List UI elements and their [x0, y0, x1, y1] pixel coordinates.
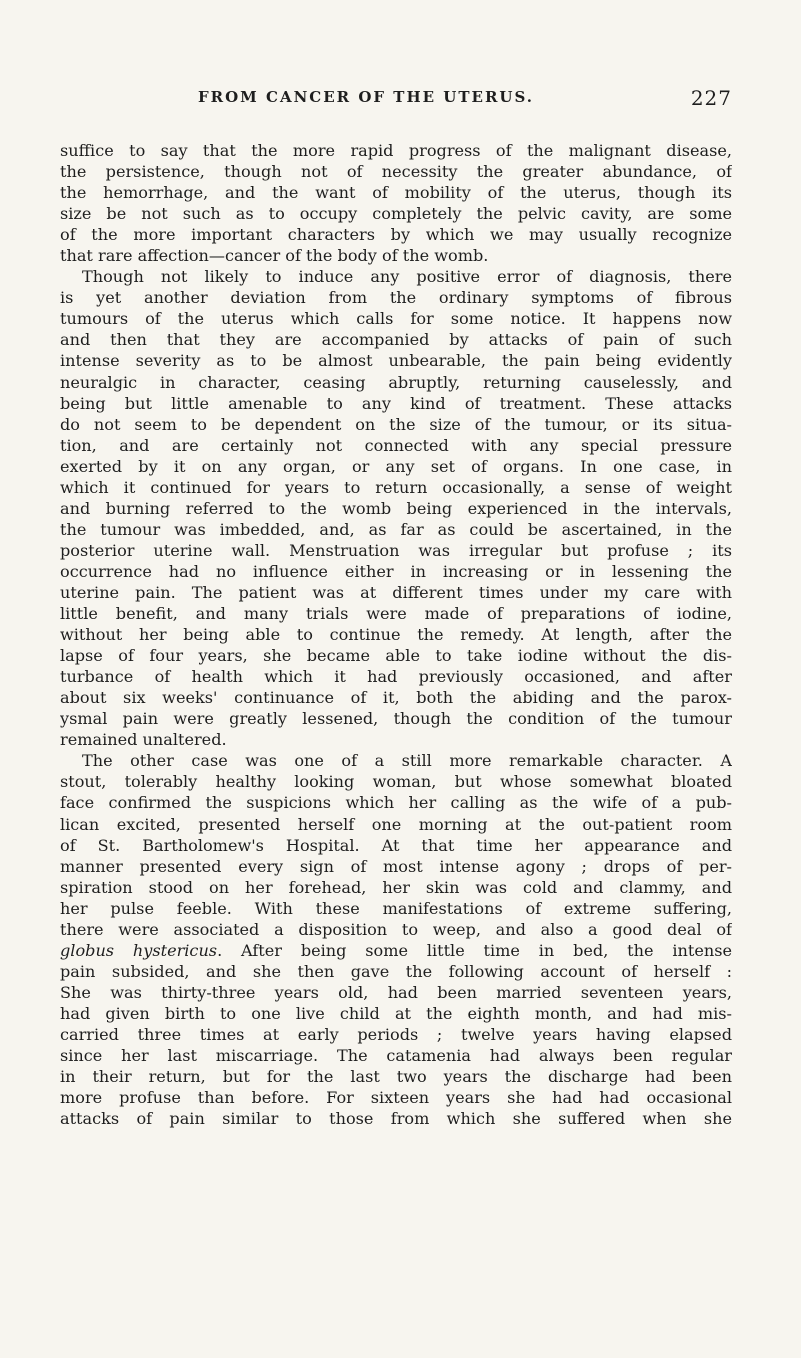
text-line: being but little amenable to any kind of treatment. These attacks [60, 393, 732, 413]
text-line: in their return, but for the last two years the discharge had been [60, 1067, 732, 1087]
text-line: pain subsided, and she then gave the following account of herself : [60, 961, 732, 981]
text-line: do not seem to be dependent on the size of the tumour, or its situa- [60, 414, 732, 434]
text-line: posterior uterine wall. Menstruation was irregular but profuse ; its [60, 540, 732, 560]
text-line: lican excited, presented herself one morning at the out-patient room [60, 814, 732, 834]
text-line-mixed [60, 940, 732, 961]
text-line: of the more important characters by which we may usually recognize [60, 225, 732, 245]
text-line: without her being able to continue the remedy. At length, after the [60, 625, 732, 645]
page-number: 227 [690, 86, 732, 110]
text-line: stout, tolerably healthy looking woman, but whose somewhat bloated [60, 772, 732, 792]
text-line: is yet another deviation from the ordinary symptoms of fibrous [60, 288, 732, 308]
text-line: and burning referred to the womb being experienced in the intervals, [60, 498, 732, 518]
text-line: size be not such as to occupy completely the pelvic cavity, are some [60, 204, 732, 224]
text-line: the persistence, though not of necessity the greater abundance, of [60, 162, 732, 182]
text-line: that rare affection—cancer of the body of the womb. [60, 246, 489, 266]
text-line: the tumour was imbedded, and, as far as could be ascertained, in the [60, 519, 732, 539]
text-line: of St. Bartholomew's Hospital. At that time her appearance and [60, 835, 732, 855]
text-line: uterine pain. The patient was at different times under my care with [60, 582, 732, 602]
text-line: face confirmed the suspicions which her calling as the wife of a pub- [60, 793, 732, 813]
text-line: attacks of pain similar to those from which she suffered when she [60, 1109, 732, 1129]
text-line: about six weeks' continuance of it, both the abiding and the parox- [60, 688, 732, 708]
italic-phrase: globus hystericus [60, 940, 218, 960]
paragraph-start-line: The other case was one of a still more remarkable character. A [82, 751, 732, 771]
text-line: suffice to say that the more rapid progress of the malignant disease, [60, 141, 732, 160]
text-line: there were associated a disposition to weep, and also a good deal of [60, 919, 732, 939]
text-line: the hemorrhage, and the want of mobility of the uterus, though its [60, 183, 732, 203]
text-line: which it continued for years to return occasionally, a sense of weight [60, 477, 732, 497]
text-line: ysmal pain were greatly lessened, though the condition of the tumour [60, 709, 732, 729]
text-line: her pulse feeble. With these manifestations of extreme suffering, [60, 898, 732, 918]
text-line: She was thirty-three years old, had been married seventeen years, [60, 982, 732, 1002]
text-line: remained unaltered. [60, 730, 227, 750]
text-line: more profuse than before. For sixteen years she had had occasional [60, 1088, 732, 1108]
line-remainder: . After being some little time in bed, the intense [217, 940, 732, 960]
text-line: since her last miscarriage. The catamenia had always been regular [60, 1046, 732, 1066]
body-text [60, 140, 732, 1129]
text-line: tumours of the uterus which calls for some notice. It happens now [60, 309, 732, 329]
running-head [60, 88, 732, 112]
text-line: had given birth to one live child at the eighth month, and had mis- [60, 1003, 732, 1023]
text-line: little benefit, and many trials were made of preparations of iodine, [60, 604, 732, 624]
text-line: exerted by it on any organ, or any set of organs. In one case, in [60, 456, 732, 476]
text-line: intense severity as to be almost unbearable, the pain being evidently [60, 351, 732, 371]
text-line: tion, and are certainly not connected with any special pressure [60, 435, 732, 455]
text-line: turbance of health which it had previously occasioned, and after [60, 667, 732, 687]
text-line: occurrence had no influence either in increasing or in lessening the [60, 561, 732, 581]
text-line: lapse of four years, she became able to take iodine without the dis- [60, 646, 732, 666]
text-line: manner presented every sign of most intense agony ; drops of per- [60, 856, 732, 876]
paragraph-start-line: Though not likely to induce any positive error of diagnosis, there [82, 267, 732, 287]
running-title: FROM CANCER OF THE UTERUS. [198, 88, 535, 106]
text-line: neuralgic in character, ceasing abruptly, returning causelessly, and [60, 372, 732, 392]
text-line: carried three times at early periods ; twelve years having elapsed [60, 1024, 732, 1044]
text-line: and then that they are accompanied by attacks of pain of such [60, 330, 732, 350]
text-line: spiration stood on her forehead, her skin was cold and clammy, and [60, 877, 732, 897]
